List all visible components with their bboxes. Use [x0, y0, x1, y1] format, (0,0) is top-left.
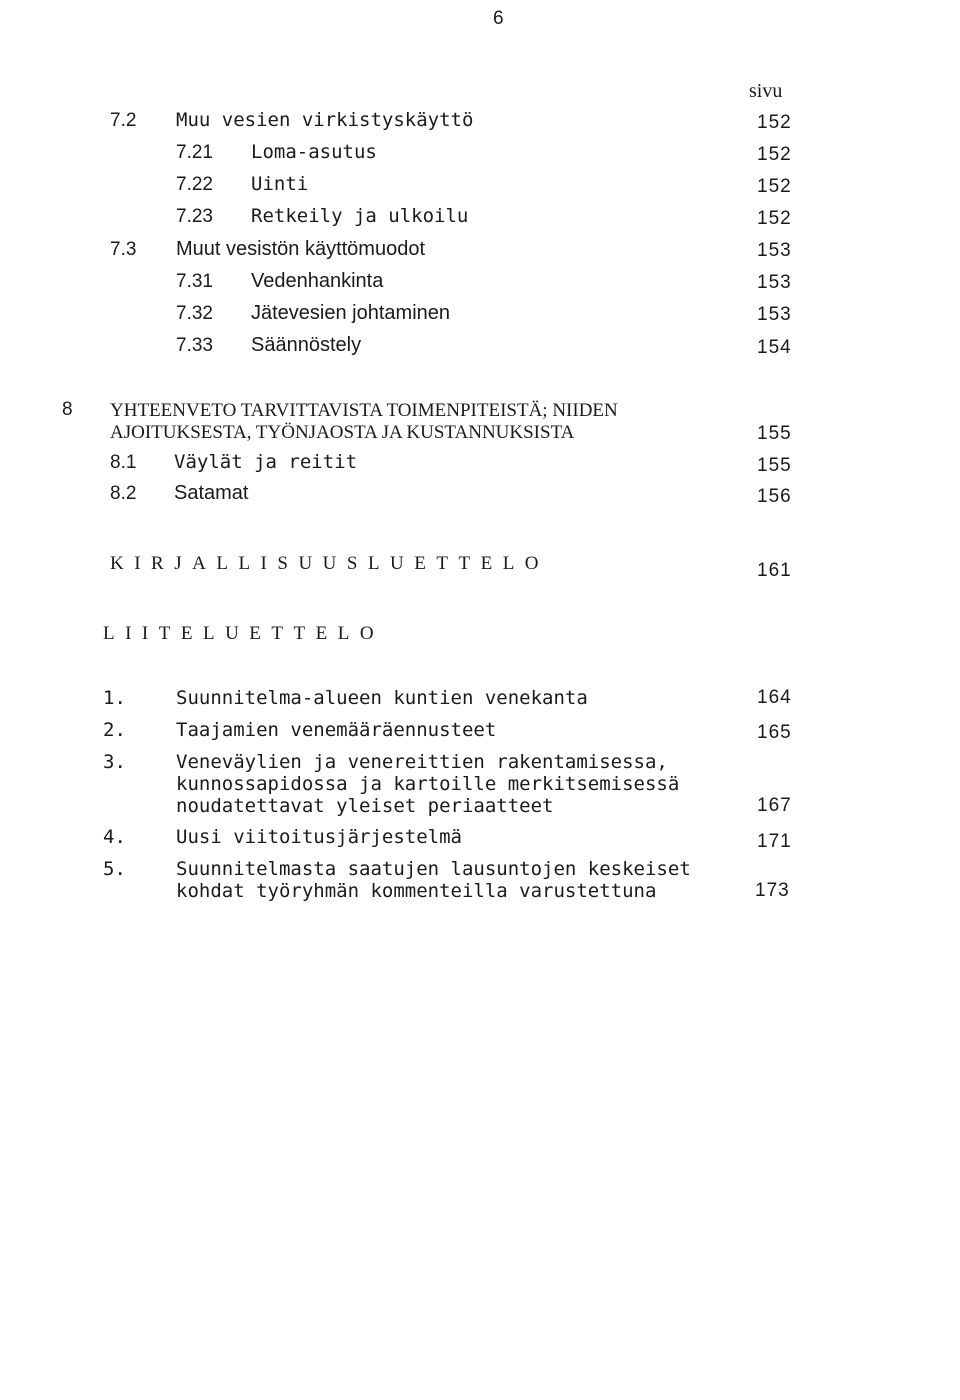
- appendix-heading: LIITELUETTELO: [103, 623, 385, 644]
- appendix-number: 1.: [103, 687, 126, 709]
- section-title: Loma-asutus: [251, 141, 377, 163]
- page-ref: 152: [757, 176, 792, 197]
- page-ref: 153: [757, 240, 792, 261]
- section-number: 7.32: [176, 303, 213, 324]
- appendix-title: Uusi viitoitusjärjestelmä: [176, 826, 462, 848]
- section-title: Muut vesistön käyttömuodot: [176, 238, 426, 260]
- section-number: 8.1: [110, 452, 137, 473]
- section-title: Satamat: [174, 482, 249, 504]
- section-number: 8: [62, 399, 73, 420]
- section-number: 7.2: [110, 110, 137, 131]
- page-ref: 164: [757, 687, 792, 708]
- section-title-line1: YHTEENVETO TARVITTAVISTA TOIMENPITEISTÄ; NIIDEN: [110, 400, 618, 421]
- appendix-title-line2: kunnossapidossa ja kartoille merkitsemisessä: [176, 773, 680, 795]
- section-title-line2: AJOITUKSESTA, TYÖNJAOSTA JA KUSTANNUKSISTA: [110, 422, 575, 443]
- appendix-title-line2: kohdat työryhmän kommenteilla varustettuna: [176, 880, 657, 902]
- page-ref: 167: [757, 795, 792, 816]
- section-number: 8.2: [110, 483, 137, 504]
- appendix-title: Suunnitelma-alueen kuntien venekanta: [176, 687, 588, 709]
- section-title: Uinti: [251, 173, 309, 195]
- appendix-title-line3: noudatettavat yleiset periaatteet: [176, 795, 554, 817]
- page-ref: 153: [757, 272, 792, 293]
- page-ref: 161: [757, 560, 792, 581]
- page-ref: 155: [757, 455, 792, 476]
- page-ref: 152: [757, 112, 792, 133]
- section-title: Vedenhankinta: [251, 270, 384, 292]
- page-ref: 152: [757, 144, 792, 165]
- page-ref: 165: [757, 722, 792, 743]
- section-title: Retkeily ja ulkoilu: [251, 205, 469, 227]
- bibliography-heading: KIRJALLISUUSLUETTELO: [110, 553, 550, 574]
- page-ref: 173: [755, 880, 790, 901]
- section-number: 7.3: [110, 239, 137, 260]
- page-ref: 155: [757, 423, 792, 444]
- section-number: 7.23: [176, 206, 213, 227]
- page-ref: 156: [757, 486, 792, 507]
- page-ref: 154: [757, 337, 792, 358]
- appendix-title-line1: Suunnitelmasta saatujen lausuntojen keskeiset: [176, 858, 691, 880]
- section-title: Muu vesien virkistyskäyttö: [176, 109, 474, 131]
- section-number: 7.21: [176, 142, 213, 163]
- section-number: 7.31: [176, 271, 213, 292]
- appendix-number: 5.: [103, 858, 126, 880]
- appendix-number: 3.: [103, 751, 126, 773]
- page-ref: 153: [757, 304, 792, 325]
- section-title: Säännöstely: [251, 334, 362, 356]
- page-number: 6: [493, 8, 504, 29]
- appendix-number: 2.: [103, 719, 126, 741]
- section-number: 7.22: [176, 174, 213, 195]
- appendix-title-line1: Veneväylien ja venereittien rakentamisessa,: [176, 751, 668, 773]
- page-ref: 171: [757, 831, 792, 852]
- section-number: 7.33: [176, 335, 213, 356]
- page-ref: 152: [757, 208, 792, 229]
- appendix-title: Taajamien venemääräennusteet: [176, 719, 497, 741]
- section-title: Väylät ja reitit: [174, 451, 358, 473]
- appendix-number: 4.: [103, 826, 126, 848]
- page-column-header: sivu: [749, 80, 783, 102]
- section-title: Jätevesien johtaminen: [251, 302, 451, 324]
